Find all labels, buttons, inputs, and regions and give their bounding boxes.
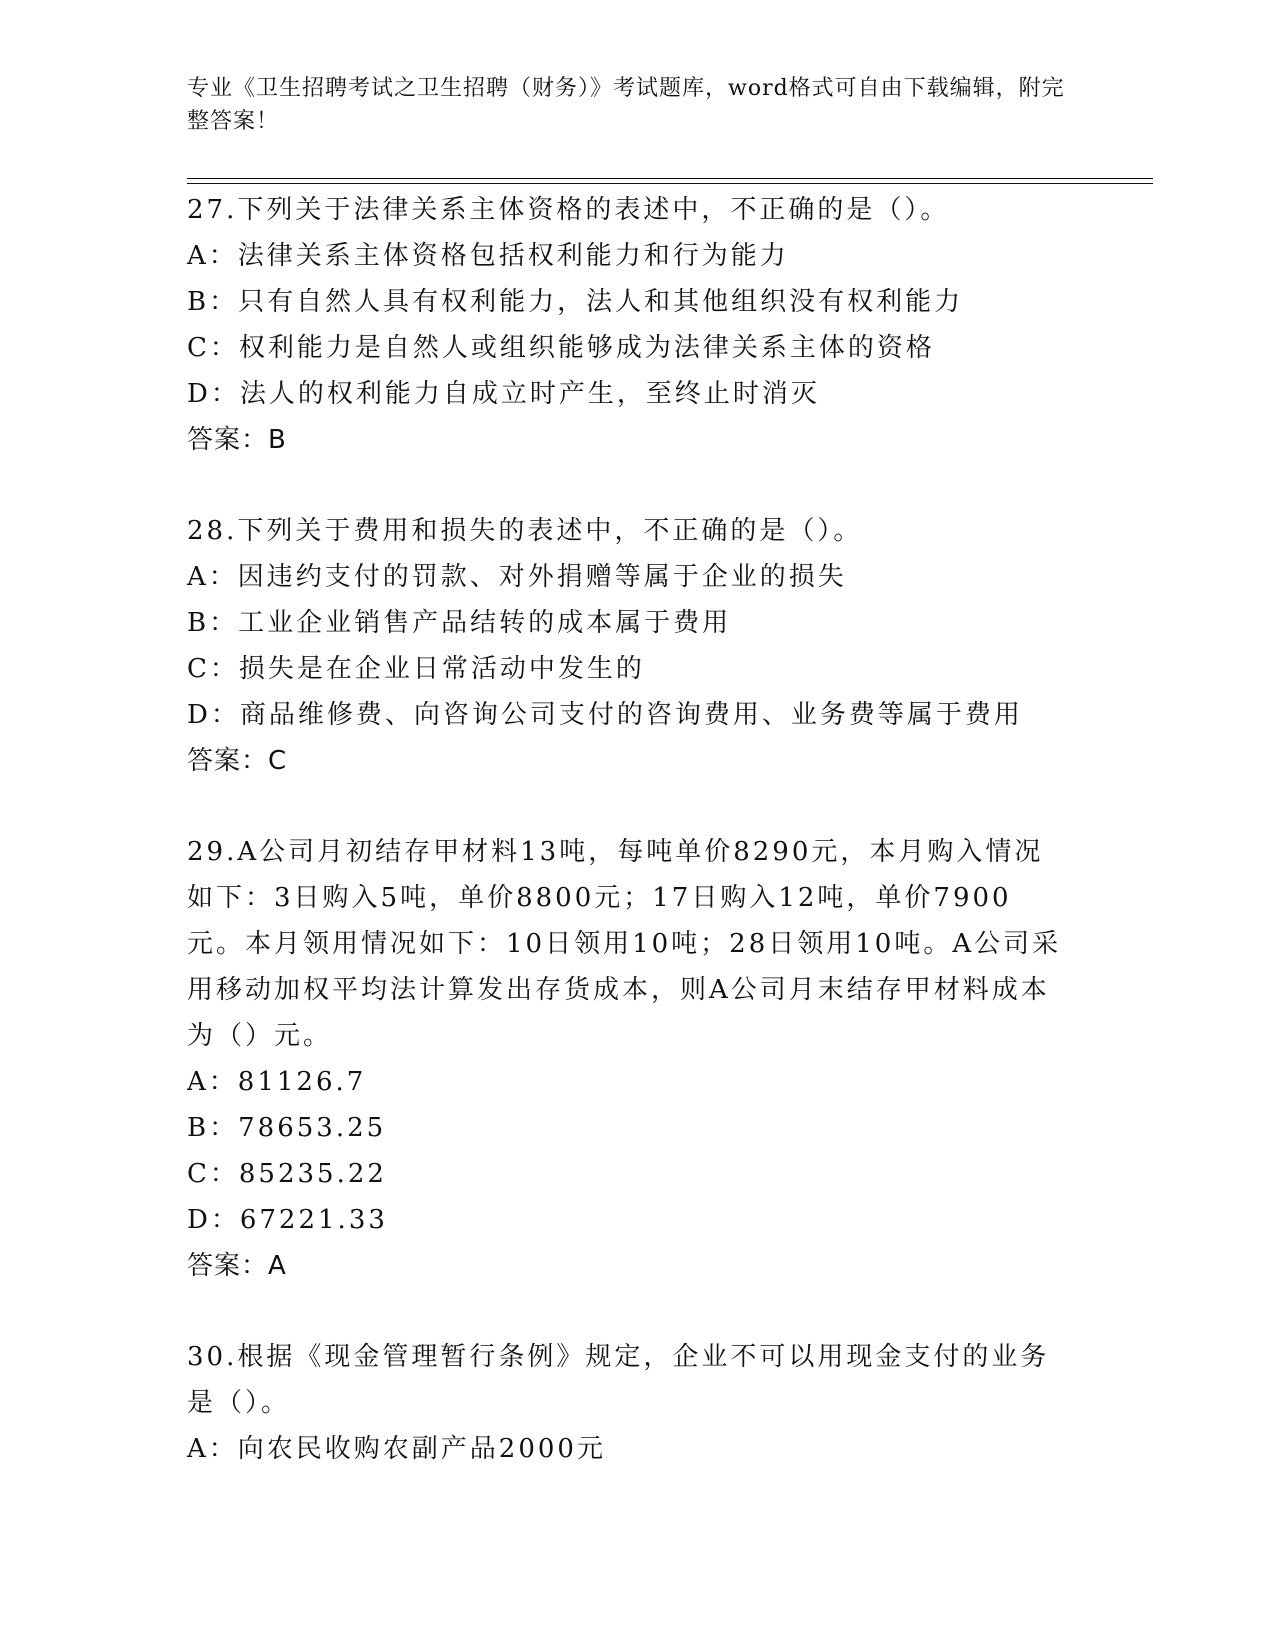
option-a: A：81126.7: [187, 1067, 367, 1097]
option-b: B：工业企业销售产品结转的成本属于费用: [187, 608, 732, 638]
header-divider-bottom: [187, 183, 1153, 184]
question-30: [187, 1334, 1067, 1472]
option-b: B：只有自然人具有权利能力，法人和其他组织没有权利能力: [187, 287, 964, 317]
option-c: C：85235.22: [187, 1159, 387, 1189]
answer-line: 答案：B: [187, 425, 287, 455]
option-a: A：向农民收购农副产品2000元: [187, 1434, 606, 1464]
document-header: 专业《卫生招聘考试之卫生招聘（财务）》考试题库，word格式可自由下载编辑，附完整答案！: [187, 76, 1065, 134]
option-b: B：78653.25: [187, 1113, 387, 1143]
question-list: [187, 187, 1067, 1517]
question-29: [187, 829, 1067, 1289]
question-stem: 29.A公司月初结存甲材料13吨，每吨单价8290元，本月购入情况如下：3日购入5吨，单价8800元；17日购入12吨，单价7900元。本月领用情况如下：10日领用10吨；28日领用10吨。A公司采用移动加权平均法计算发出存货成本，则A公司月末结存甲材料成本为（）元。: [187, 837, 1062, 1051]
option-c: C：权利能力是自然人或组织能够成为法律关系主体的资格: [187, 333, 935, 363]
option-c: C：损失是在企业日常活动中发生的: [187, 654, 645, 684]
question-stem: 27.下列关于法律关系主体资格的表述中，不正确的是（）。: [187, 195, 950, 225]
option-d: D：67221.33: [187, 1205, 388, 1235]
question-27: [187, 187, 1067, 463]
answer-line: 答案：C: [187, 746, 288, 776]
question-28: [187, 508, 1067, 784]
option-a: A：因违约支付的罚款、对外捐赠等属于企业的损失: [187, 562, 847, 592]
question-stem: 28.下列关于费用和损失的表述中，不正确的是（）。: [187, 516, 863, 546]
question-stem: 30.根据《现金管理暂行条例》规定，企业不可以用现金支付的业务是（）。: [187, 1342, 1050, 1418]
option-a: A：法律关系主体资格包括权利能力和行为能力: [187, 241, 789, 271]
option-d: D：商品维修费、向咨询公司支付的咨询费用、业务费等属于费用: [187, 700, 1023, 730]
option-d: D：法人的权利能力自成立时产生，至终止时消灭: [187, 379, 820, 409]
header-divider-top: [187, 178, 1153, 179]
answer-line: 答案：A: [187, 1251, 287, 1281]
